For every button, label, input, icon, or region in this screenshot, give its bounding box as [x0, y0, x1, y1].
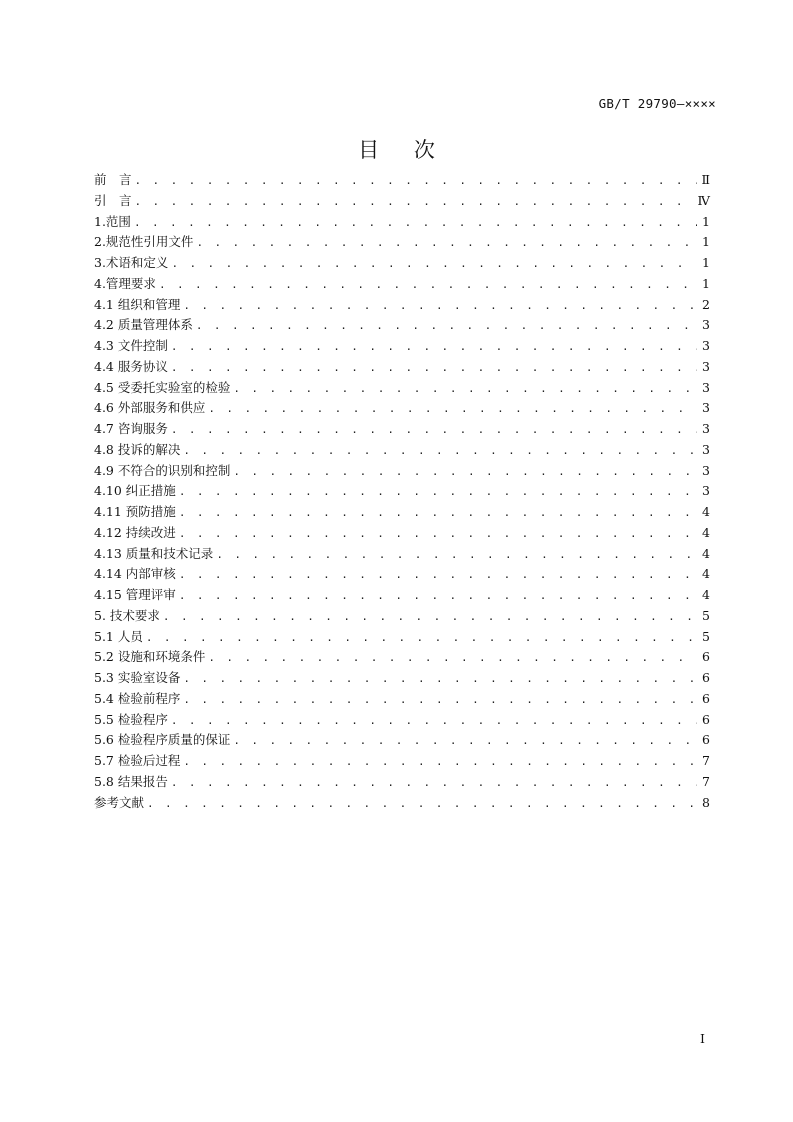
- toc-entry-page: 3: [702, 358, 710, 374]
- toc-entry[interactable]: [94, 378, 710, 399]
- toc-entry-page: 5: [702, 628, 710, 644]
- toc-entry-label: 1.范围: [94, 213, 131, 229]
- toc-entry-label: 4.4 服务协议: [94, 358, 168, 374]
- toc-entry-page: 3: [702, 441, 710, 457]
- toc-dot-leader: [179, 482, 697, 503]
- toc-dot-leader: [196, 233, 697, 254]
- toc-entry-label: 引 言: [94, 192, 132, 208]
- toc-dot-leader: [183, 441, 697, 462]
- toc-entry-page: 6: [702, 649, 710, 665]
- toc-entry-page: 8: [702, 794, 710, 810]
- toc-entry-label: 2.规范性引用文件: [94, 234, 194, 250]
- toc-entry-label: 4.13 质量和技术记录: [94, 545, 214, 561]
- toc-entry-page: 3: [702, 483, 710, 499]
- toc-entry[interactable]: [94, 295, 710, 316]
- toc-dot-leader: [135, 171, 697, 192]
- toc-entry-label: 5.3 实验室设备: [94, 670, 181, 685]
- toc-entry-page: 4: [702, 566, 710, 582]
- toc-entry[interactable]: [94, 461, 710, 482]
- toc-entry-label: 3.术语和定义: [94, 255, 169, 270]
- standard-code: GB/T 29790—××××: [598, 96, 716, 111]
- toc-entry[interactable]: [94, 585, 710, 606]
- toc-dot-leader: [147, 794, 697, 815]
- toc-dot-leader: [208, 399, 697, 420]
- toc-entry[interactable]: [94, 274, 710, 295]
- toc-entry[interactable]: [94, 398, 710, 419]
- toc-entry[interactable]: [94, 772, 710, 793]
- toc-entry-label: 4.管理要求: [94, 275, 156, 291]
- toc-entry-page: 6: [702, 711, 710, 727]
- toc-entry[interactable]: [94, 689, 710, 710]
- toc-entry[interactable]: [94, 357, 710, 378]
- toc-dot-leader: [171, 711, 697, 732]
- toc-entry-page: 4: [702, 587, 710, 602]
- toc-entry[interactable]: [94, 315, 710, 336]
- toc-dot-leader: [171, 254, 697, 275]
- toc-entry[interactable]: [94, 523, 710, 544]
- toc-entry[interactable]: [94, 730, 710, 751]
- toc-entry[interactable]: [94, 564, 710, 585]
- toc-dot-leader: [216, 545, 697, 566]
- toc-entry-page: 5: [702, 607, 710, 623]
- toc-entry-label: 4.5 受委托实验室的检验: [94, 379, 231, 395]
- toc-entry-label: 4.10 纠正措施: [94, 483, 176, 499]
- toc-entry-page: 4: [702, 545, 710, 561]
- toc-entry-label: 4.1 组织和管理: [94, 296, 181, 312]
- toc-dot-leader: [179, 565, 697, 586]
- toc-entry[interactable]: [94, 336, 710, 357]
- toc-entry[interactable]: [94, 440, 710, 461]
- toc-entry[interactable]: [94, 170, 710, 191]
- toc-entry-page: 6: [702, 690, 710, 706]
- toc-entry-page: 2: [702, 296, 710, 312]
- toc-dot-leader: [183, 690, 697, 711]
- toc-dot-leader: [233, 462, 697, 483]
- toc-dot-leader: [233, 379, 697, 400]
- toc-entry-label: 5.1 人员: [94, 628, 143, 644]
- toc-entry[interactable]: [94, 647, 710, 668]
- toc-entry-label: 5.5 检验程序: [94, 711, 168, 727]
- toc-entry-page: 4: [702, 524, 710, 540]
- toc-dot-leader: [163, 607, 697, 628]
- toc-entry-label: 4.14 内部审核: [94, 566, 176, 582]
- toc-dot-leader: [171, 420, 697, 441]
- toc-dot-leader: [146, 628, 697, 649]
- toc-dot-leader: [179, 524, 697, 545]
- toc-entry[interactable]: [94, 481, 710, 502]
- toc-entry-page: 6: [702, 732, 710, 748]
- toc-entry-page: 7: [702, 773, 710, 789]
- toc-entry[interactable]: [94, 793, 710, 814]
- toc-dot-leader: [179, 586, 697, 607]
- toc-dot-leader: [233, 731, 697, 752]
- toc-entry-page: 1: [702, 234, 710, 250]
- toc-entry[interactable]: [94, 253, 710, 274]
- toc-dot-leader: [183, 669, 697, 690]
- toc-entry-label: 5. 技术要求: [94, 607, 160, 623]
- toc-entry-page: 3: [702, 400, 710, 416]
- toc-entry[interactable]: [94, 419, 710, 440]
- toc-dot-leader: [159, 275, 697, 296]
- toc-entry-label: 4.11 预防措施: [94, 504, 176, 519]
- toc-entry-label: 4.6 外部服务和供应: [94, 400, 206, 416]
- toc-entry-label: 5.2 设施和环境条件: [94, 649, 206, 665]
- toc-entry-page: 3: [702, 421, 710, 436]
- toc-entry-page: 7: [702, 753, 710, 768]
- toc-entry-page: Ⅱ: [701, 172, 710, 187]
- toc-dot-leader: [135, 192, 695, 213]
- toc-entry-page: 1: [702, 255, 710, 270]
- toc-entry-label: 4.8 投诉的解决: [94, 441, 181, 457]
- toc-entry-page: 3: [702, 317, 710, 333]
- toc-entry-page: 6: [702, 670, 710, 685]
- toc-entry[interactable]: [94, 212, 710, 233]
- toc-entry[interactable]: [94, 544, 710, 565]
- toc-entry-page: 3: [702, 462, 710, 478]
- page-number: I: [700, 1031, 705, 1046]
- toc-entry[interactable]: [94, 191, 710, 212]
- toc-entry-label: 4.3 文件控制: [94, 338, 168, 353]
- toc-entry-label: 4.9 不符合的识别和控制: [94, 462, 231, 478]
- toc-entry-label: 5.6 检验程序质量的保证: [94, 732, 231, 748]
- toc-entry-page: 1: [702, 213, 710, 229]
- toc-dot-leader: [134, 213, 697, 234]
- toc-entry-page: 1: [702, 275, 710, 291]
- toc-entry-label: 5.8 结果报告: [94, 773, 168, 789]
- toc-entry-label: 4.2 质量管理体系: [94, 317, 193, 333]
- toc-entry-page: 4: [702, 504, 710, 519]
- toc-entry-page: 3: [702, 379, 710, 395]
- toc-entry[interactable]: [94, 627, 710, 648]
- toc-dot-leader: [171, 337, 697, 358]
- toc-dot-leader: [208, 648, 697, 669]
- toc-entry[interactable]: [94, 502, 710, 523]
- toc-entry-label: 4.7 咨询服务: [94, 421, 168, 436]
- toc-entry[interactable]: [94, 668, 710, 689]
- toc-dot-leader: [171, 773, 697, 794]
- toc-dot-leader: [183, 752, 697, 773]
- toc-entry[interactable]: [94, 710, 710, 731]
- toc-entry-label: 参考文献: [94, 794, 145, 810]
- toc-dot-leader: [196, 316, 697, 337]
- toc-entry-label: 5.7 检验后过程: [94, 753, 181, 768]
- toc-entry-page: Ⅳ: [697, 192, 710, 208]
- toc-entry-label: 前 言: [94, 172, 132, 187]
- toc-entry[interactable]: [94, 232, 710, 253]
- toc-dot-leader: [179, 503, 697, 524]
- toc-entry[interactable]: [94, 606, 710, 627]
- toc-entry-label: 4.15 管理评审: [94, 587, 176, 602]
- toc-title: 目 次: [358, 138, 449, 162]
- toc-entry[interactable]: [94, 751, 710, 772]
- table-of-contents: [94, 170, 710, 813]
- toc-entry-page: 3: [702, 338, 710, 353]
- toc-entry-label: 5.4 检验前程序: [94, 690, 181, 706]
- toc-dot-leader: [171, 358, 697, 379]
- toc-dot-leader: [183, 296, 697, 317]
- toc-entry-label: 4.12 持续改进: [94, 524, 176, 540]
